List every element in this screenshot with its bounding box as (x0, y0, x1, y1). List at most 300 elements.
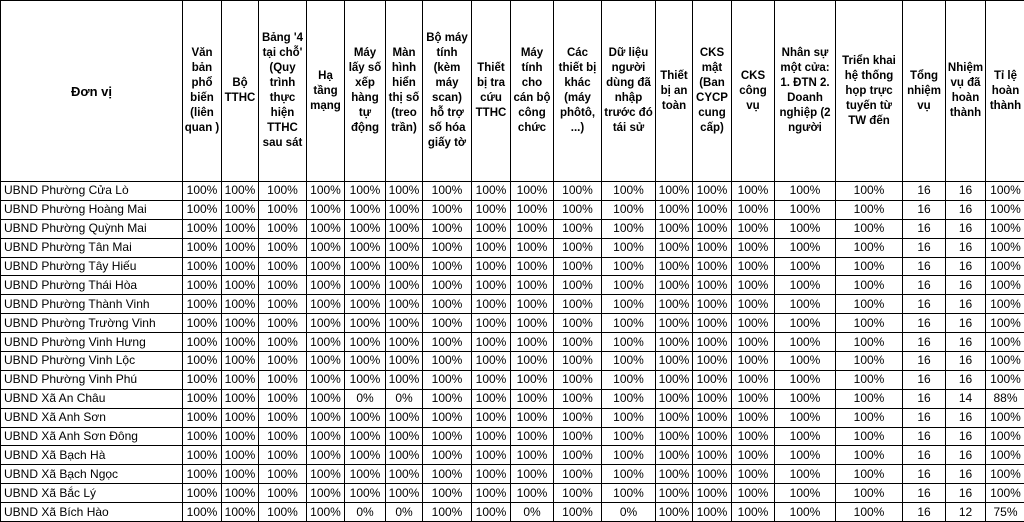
unit-name-cell: UBND Xã Bắc Lý (1, 484, 183, 503)
value-cell: 100% (183, 408, 222, 427)
value-cell: 100% (602, 295, 656, 314)
value-cell: 100% (986, 408, 1024, 427)
value-cell: 100% (386, 484, 423, 503)
value-cell: 100% (183, 219, 222, 238)
value-cell: 100% (386, 182, 423, 201)
value-cell: 100% (732, 333, 775, 352)
value-cell: 100% (183, 446, 222, 465)
value-cell: 12 (946, 503, 986, 522)
value-cell: 100% (345, 446, 386, 465)
value-cell: 100% (511, 182, 554, 201)
value-cell: 100% (732, 238, 775, 257)
value-cell: 100% (345, 370, 386, 389)
value-cell: 100% (732, 314, 775, 333)
value-cell: 100% (222, 200, 259, 219)
value-cell: 100% (602, 465, 656, 484)
header-cell: Màn hình hiển thị số (treo trần) (386, 1, 423, 182)
value-cell: 100% (259, 182, 307, 201)
value-cell: 100% (693, 200, 732, 219)
value-cell: 100% (307, 333, 345, 352)
table-row (1, 503, 1024, 522)
header-cell: CKS mật (Ban CYCP cung cấp) (693, 1, 732, 182)
value-cell: 0% (602, 503, 656, 522)
value-cell: 16 (946, 427, 986, 446)
value-cell: 100% (259, 484, 307, 503)
value-cell: 100% (183, 238, 222, 257)
value-cell: 16 (946, 352, 986, 371)
value-cell: 100% (307, 219, 345, 238)
value-cell: 100% (554, 238, 602, 257)
value-cell: 100% (423, 314, 472, 333)
value-cell: 100% (554, 465, 602, 484)
value-cell: 100% (259, 333, 307, 352)
value-cell: 100% (836, 484, 903, 503)
value-cell: 100% (986, 352, 1024, 371)
table-row (1, 333, 1024, 352)
value-cell: 100% (693, 333, 732, 352)
value-cell: 16 (946, 370, 986, 389)
table-row (1, 370, 1024, 389)
value-cell: 100% (986, 182, 1024, 201)
header-cell: Dữ liệu người dùng đã nhập trước đó tái sử (602, 1, 656, 182)
value-cell: 100% (222, 238, 259, 257)
value-cell: 100% (775, 446, 836, 465)
value-cell: 100% (183, 276, 222, 295)
value-cell: 100% (732, 200, 775, 219)
value-cell: 16 (903, 370, 946, 389)
value-cell: 100% (775, 182, 836, 201)
value-cell: 100% (472, 484, 511, 503)
value-cell: 100% (259, 200, 307, 219)
value-cell: 100% (222, 484, 259, 503)
value-cell: 100% (775, 352, 836, 371)
value-cell: 100% (183, 314, 222, 333)
value-cell: 100% (836, 314, 903, 333)
value-cell: 100% (423, 276, 472, 295)
value-cell: 16 (903, 484, 946, 503)
value-cell: 100% (345, 314, 386, 333)
value-cell: 100% (345, 257, 386, 276)
value-cell: 100% (259, 276, 307, 295)
value-cell: 100% (554, 200, 602, 219)
value-cell: 100% (345, 276, 386, 295)
table-row (1, 314, 1024, 333)
value-cell: 100% (775, 314, 836, 333)
value-cell: 100% (183, 484, 222, 503)
value-cell: 100% (386, 276, 423, 295)
value-cell: 100% (986, 257, 1024, 276)
value-cell: 100% (511, 295, 554, 314)
value-cell: 16 (903, 276, 946, 295)
value-cell: 100% (259, 219, 307, 238)
value-cell: 100% (836, 200, 903, 219)
header-cell: CKS công vụ (732, 1, 775, 182)
value-cell: 100% (472, 446, 511, 465)
value-cell: 100% (472, 200, 511, 219)
value-cell: 100% (222, 276, 259, 295)
value-cell: 100% (986, 333, 1024, 352)
table-row (1, 200, 1024, 219)
value-cell: 100% (554, 333, 602, 352)
header-cell: Tổng nhiệm vụ (903, 1, 946, 182)
value-cell: 100% (554, 427, 602, 446)
value-cell: 100% (183, 257, 222, 276)
value-cell: 100% (222, 314, 259, 333)
value-cell: 100% (345, 219, 386, 238)
value-cell: 100% (554, 182, 602, 201)
value-cell: 100% (511, 219, 554, 238)
value-cell: 100% (693, 389, 732, 408)
value-cell: 100% (656, 446, 693, 465)
value-cell: 100% (656, 484, 693, 503)
value-cell: 100% (554, 503, 602, 522)
value-cell: 100% (693, 276, 732, 295)
value-cell: 100% (775, 484, 836, 503)
table-row (1, 257, 1024, 276)
value-cell: 100% (656, 257, 693, 276)
value-cell: 100% (836, 238, 903, 257)
value-cell: 0% (386, 503, 423, 522)
value-cell: 100% (307, 314, 345, 333)
value-cell: 100% (732, 219, 775, 238)
value-cell: 100% (472, 427, 511, 446)
value-cell: 100% (656, 219, 693, 238)
value-cell: 16 (903, 503, 946, 522)
value-cell: 100% (472, 370, 511, 389)
value-cell: 100% (775, 200, 836, 219)
value-cell: 100% (656, 352, 693, 371)
value-cell: 100% (222, 389, 259, 408)
value-cell: 100% (511, 465, 554, 484)
value-cell: 100% (775, 219, 836, 238)
value-cell: 100% (732, 182, 775, 201)
unit-name-cell: UBND Xã Bạch Hà (1, 446, 183, 465)
value-cell: 100% (836, 427, 903, 446)
value-cell: 100% (693, 182, 732, 201)
value-cell: 100% (345, 182, 386, 201)
value-cell: 100% (836, 295, 903, 314)
value-cell: 100% (423, 389, 472, 408)
value-cell: 16 (946, 276, 986, 295)
value-cell: 100% (472, 314, 511, 333)
value-cell: 100% (554, 295, 602, 314)
table-row (1, 446, 1024, 465)
table-row (1, 389, 1024, 408)
header-cell: Máy lấy số xếp hàng tự động (345, 1, 386, 182)
value-cell: 100% (423, 484, 472, 503)
value-cell: 100% (656, 370, 693, 389)
value-cell: 100% (836, 389, 903, 408)
value-cell: 0% (511, 503, 554, 522)
value-cell: 16 (946, 219, 986, 238)
value-cell: 100% (259, 465, 307, 484)
value-cell: 100% (183, 200, 222, 219)
table-row (1, 352, 1024, 371)
value-cell: 100% (986, 465, 1024, 484)
value-cell: 16 (946, 238, 986, 257)
header-cell: Bộ máy tính (kèm máy scan) hỗ trợ số hóa giấy tờ (423, 1, 472, 182)
value-cell: 100% (986, 219, 1024, 238)
value-cell: 100% (307, 484, 345, 503)
value-cell: 100% (693, 370, 732, 389)
value-cell: 100% (386, 257, 423, 276)
value-cell: 100% (307, 370, 345, 389)
value-cell: 16 (903, 295, 946, 314)
header-cell: Triển khai hệ thống họp trực tuyến từ TW đến (836, 1, 903, 182)
value-cell: 100% (602, 333, 656, 352)
value-cell: 100% (307, 352, 345, 371)
value-cell: 100% (656, 427, 693, 446)
value-cell: 100% (386, 427, 423, 446)
value-cell: 100% (693, 257, 732, 276)
unit-name-cell: UBND Xã Anh Sơn Đông (1, 427, 183, 446)
value-cell: 100% (732, 427, 775, 446)
value-cell: 100% (986, 370, 1024, 389)
unit-name-cell: UBND Xã Bích Hào (1, 503, 183, 522)
value-cell: 100% (386, 219, 423, 238)
table-row (1, 484, 1024, 503)
value-cell: 100% (986, 446, 1024, 465)
value-cell: 100% (836, 370, 903, 389)
value-cell: 100% (836, 408, 903, 427)
value-cell: 100% (693, 352, 732, 371)
value-cell: 16 (903, 182, 946, 201)
header-cell: Văn bản phổ biến (liên quan ) (183, 1, 222, 182)
value-cell: 100% (472, 465, 511, 484)
header-cell: Máy tính cho cán bộ công chức (511, 1, 554, 182)
value-cell: 100% (307, 295, 345, 314)
value-cell: 100% (511, 484, 554, 503)
value-cell: 100% (345, 333, 386, 352)
value-cell: 100% (423, 295, 472, 314)
value-cell: 100% (511, 408, 554, 427)
value-cell: 100% (775, 257, 836, 276)
unit-name-cell: UBND Phường Thành Vinh (1, 295, 183, 314)
unit-name-cell: UBND Phường Quỳnh Mai (1, 219, 183, 238)
table-row (1, 276, 1024, 295)
value-cell: 100% (602, 408, 656, 427)
value-cell: 16 (946, 295, 986, 314)
unit-name-cell: UBND Phường Thái Hòa (1, 276, 183, 295)
value-cell: 100% (345, 200, 386, 219)
value-cell: 100% (732, 446, 775, 465)
value-cell: 100% (693, 427, 732, 446)
value-cell: 88% (986, 389, 1024, 408)
value-cell: 100% (732, 352, 775, 371)
unit-name-cell: UBND Phường Cửa Lò (1, 182, 183, 201)
value-cell: 100% (775, 465, 836, 484)
value-cell: 100% (656, 182, 693, 201)
value-cell: 100% (345, 465, 386, 484)
value-cell: 100% (602, 370, 656, 389)
value-cell: 100% (836, 257, 903, 276)
value-cell: 100% (423, 333, 472, 352)
value-cell: 100% (775, 389, 836, 408)
value-cell: 16 (946, 257, 986, 276)
value-cell: 100% (307, 427, 345, 446)
header-cell: Đơn vị (1, 1, 183, 182)
value-cell: 100% (183, 182, 222, 201)
unit-name-cell: UBND Xã Bạch Ngọc (1, 465, 183, 484)
value-cell: 100% (693, 238, 732, 257)
value-cell: 100% (386, 200, 423, 219)
value-cell: 16 (946, 200, 986, 219)
value-cell: 100% (775, 503, 836, 522)
table-row (1, 182, 1024, 201)
value-cell: 100% (423, 200, 472, 219)
value-cell: 100% (693, 219, 732, 238)
value-cell: 100% (836, 219, 903, 238)
value-cell: 100% (836, 182, 903, 201)
value-cell: 100% (511, 314, 554, 333)
unit-name-cell: UBND Phường Tân Mai (1, 238, 183, 257)
value-cell: 100% (732, 465, 775, 484)
value-cell: 100% (386, 238, 423, 257)
value-cell: 100% (602, 446, 656, 465)
value-cell: 100% (693, 314, 732, 333)
value-cell: 100% (259, 257, 307, 276)
value-cell: 100% (386, 314, 423, 333)
value-cell: 100% (222, 219, 259, 238)
value-cell: 16 (903, 257, 946, 276)
value-cell: 100% (554, 446, 602, 465)
value-cell: 100% (554, 276, 602, 295)
value-cell: 100% (183, 333, 222, 352)
unit-name-cell: UBND Phường Trường Vinh (1, 314, 183, 333)
value-cell: 100% (472, 219, 511, 238)
value-cell: 14 (946, 389, 986, 408)
value-cell: 100% (602, 200, 656, 219)
value-cell: 100% (386, 408, 423, 427)
value-cell: 100% (345, 295, 386, 314)
value-cell: 100% (183, 389, 222, 408)
value-cell: 100% (259, 295, 307, 314)
value-cell: 100% (602, 219, 656, 238)
value-cell: 100% (423, 352, 472, 371)
value-cell: 100% (472, 389, 511, 408)
value-cell: 100% (602, 314, 656, 333)
value-cell: 100% (986, 427, 1024, 446)
value-cell: 100% (836, 503, 903, 522)
value-cell: 100% (222, 503, 259, 522)
value-cell: 100% (511, 276, 554, 295)
header-cell: Bảng '4 tại chỗ' (Quy trình thực hiện TTHC sau sát (259, 1, 307, 182)
value-cell: 100% (386, 465, 423, 484)
value-cell: 100% (732, 295, 775, 314)
value-cell: 100% (775, 370, 836, 389)
value-cell: 100% (693, 465, 732, 484)
value-cell: 100% (423, 446, 472, 465)
value-cell: 100% (986, 238, 1024, 257)
value-cell: 100% (307, 408, 345, 427)
value-cell: 100% (602, 276, 656, 295)
value-cell: 100% (732, 408, 775, 427)
header-cell: Nhân sự một cửa: 1. ĐTN 2. Doanh nghiệp (2 người (775, 1, 836, 182)
value-cell: 100% (602, 484, 656, 503)
value-cell: 100% (511, 427, 554, 446)
value-cell: 100% (656, 389, 693, 408)
value-cell: 100% (259, 352, 307, 371)
value-cell: 100% (693, 446, 732, 465)
value-cell: 100% (511, 238, 554, 257)
value-cell: 100% (345, 238, 386, 257)
value-cell: 100% (775, 333, 836, 352)
value-cell: 100% (656, 238, 693, 257)
value-cell: 100% (472, 408, 511, 427)
unit-name-cell: UBND Phường Vinh Phú (1, 370, 183, 389)
value-cell: 100% (836, 446, 903, 465)
table-row (1, 238, 1024, 257)
value-cell: 100% (656, 465, 693, 484)
header-cell: Nhiệm vụ đã hoàn thành (946, 1, 986, 182)
value-cell: 100% (222, 333, 259, 352)
value-cell: 100% (222, 295, 259, 314)
value-cell: 100% (423, 182, 472, 201)
value-cell: 100% (554, 257, 602, 276)
value-cell: 100% (656, 276, 693, 295)
value-cell: 100% (472, 182, 511, 201)
value-cell: 100% (307, 503, 345, 522)
header-cell: Bộ TTHC (222, 1, 259, 182)
value-cell: 100% (656, 314, 693, 333)
value-cell: 100% (656, 333, 693, 352)
value-cell: 100% (602, 427, 656, 446)
value-cell: 100% (472, 352, 511, 371)
value-cell: 0% (345, 503, 386, 522)
value-cell: 100% (307, 276, 345, 295)
value-cell: 100% (511, 352, 554, 371)
value-cell: 100% (183, 352, 222, 371)
table-row (1, 408, 1024, 427)
value-cell: 100% (836, 465, 903, 484)
value-cell: 100% (511, 389, 554, 408)
value-cell: 16 (903, 427, 946, 446)
value-cell: 100% (732, 276, 775, 295)
value-cell: 16 (946, 182, 986, 201)
value-cell: 100% (472, 295, 511, 314)
value-cell: 100% (386, 352, 423, 371)
value-cell: 100% (259, 446, 307, 465)
value-cell: 16 (903, 238, 946, 257)
value-cell: 100% (423, 219, 472, 238)
value-cell: 100% (472, 257, 511, 276)
value-cell: 100% (656, 408, 693, 427)
header-cell: Hạ tầng mạng (307, 1, 345, 182)
value-cell: 100% (423, 503, 472, 522)
value-cell: 100% (259, 503, 307, 522)
unit-name-cell: UBND Xã Anh Sơn (1, 408, 183, 427)
value-cell: 100% (775, 427, 836, 446)
value-cell: 100% (259, 389, 307, 408)
value-cell: 100% (259, 314, 307, 333)
value-cell: 16 (903, 465, 946, 484)
value-cell: 100% (836, 333, 903, 352)
value-cell: 100% (693, 484, 732, 503)
value-cell: 100% (472, 503, 511, 522)
value-cell: 16 (903, 219, 946, 238)
value-cell: 100% (656, 200, 693, 219)
value-cell: 100% (775, 408, 836, 427)
value-cell: 100% (986, 276, 1024, 295)
value-cell: 100% (259, 408, 307, 427)
value-cell: 16 (946, 314, 986, 333)
value-cell: 16 (946, 408, 986, 427)
value-cell: 100% (656, 503, 693, 522)
value-cell: 100% (307, 446, 345, 465)
value-cell: 100% (732, 503, 775, 522)
value-cell: 100% (554, 314, 602, 333)
value-cell: 100% (183, 503, 222, 522)
